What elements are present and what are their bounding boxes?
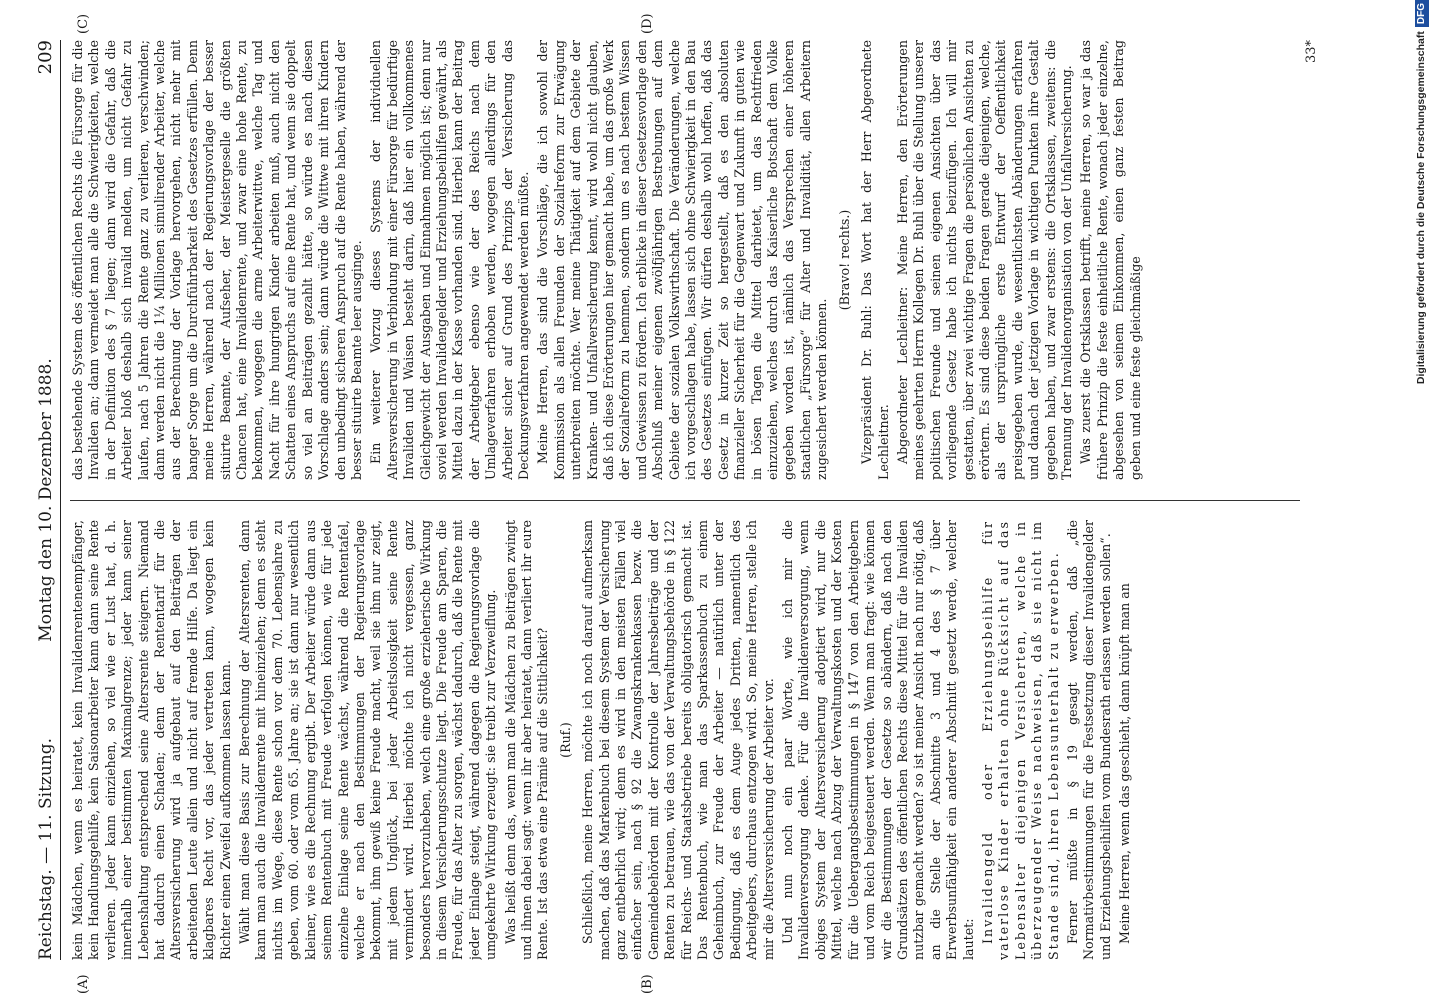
left-paragraph-2: Wählt man diese Basis zur Berechnung der Altersrenten, dann kann man auch die Invalidenrente mit hineinziehen; denn es steht nichts im Wege, diese Rente schon vor dem 70. Lebensjahre zu geben, vom 60. oder vom 65. Jahre an; sie ist dann nur wesentlich kleiner, wie es die Rechnung ergibt. Der Arbeiter würde dann aus seinem Rentenbuch mit Freude verfolgen können, wie für jede einzelne Einlage seine Rente wächst, während die Rententafel, welche er nach den Bestimmungen der Regierungsvorlage bekommt, ihm gewiß keine Freude macht, weil sie ihm nur zeigt, mit jedem Unglück, bei jeder Arbeitslosigkeit seine Rente vermindert wird. Hierbei möchte ich nicht vergessen, ganz besonders hervorzuheben, welch eine große erzieherische Wirkung in diesem Versicherungsschutze liegt. Die Freude am Sparen, die Freude, für das Alter zu sorgen, wächst dadurch, daß die Rente mit jeder Einlage steigt, während dagegen die Regierungsvorlage die umgekehrte Wirkung erzeugt: sie treibt zur Verzweiflung. [237, 520, 499, 960]
right-paragraph-6: Was zuerst die Ortsklassen betrifft, meine Herren, so war ja das frühere Prinzip die feste einheitliche Rente, wonach jeder einzelne, abgesehen von seinem Einkommen, einen ganz festen Beitrag geben und eine feste gleichmäßige [1078, 40, 1143, 480]
header-session: Reichstag. — 11. Sitzung. [36, 737, 56, 960]
footer-signature: 33* [1304, 40, 1319, 64]
digitization-text: Digitalisierung gefördert durch die Deutsche Forschungsgemeinschaft [1415, 31, 1427, 385]
left-paragraph-3: Was heißt denn das, wenn man die Mädchen zu Beiträgen zwingt und ihnen dabei sagt: wenn ihr aber heiratet, dann verliert ihr eure Rente. Ist das etwa eine Prämie auf die Sittlichkeit? [502, 520, 551, 960]
left-paragraph-7: Ferner müßte in § 19 gesagt werden, daß „die Normativbestimmungen für die Festsetzung dieser Invalidengelder und Erziehungsbeihilfen vom Bundesrath erlassen werden sollen“. [1064, 520, 1113, 960]
page-header [20, 40, 61, 960]
left-interjection: (Ruf.) [557, 722, 573, 758]
left-paragraph-8: Meine Herren, wenn das geschieht, dann knüpft man an [1117, 583, 1133, 944]
margin-mark-b: (B) [640, 974, 655, 994]
header-date: Montag den 10. Dezember 1888. [36, 358, 56, 642]
right-interjection: (Bravo! rechts.) [836, 209, 852, 311]
digitization-notice [1410, 0, 1432, 1000]
column-divider [70, 500, 1300, 501]
right-paragraph-2: Ein weiterer Vorzug dieses Systems der individuellen Altersversicherung in Verbindung mit einer Fürsorge für bedürftige Invaliden und Waisen besteht darin, daß hier ein vollkommenes Gleichgewicht der Ausgaben und Einnahmen möglich ist; denn nur soviel werden Invalidengelder und Erziehungsbeihilfen gewährt, als Mittel dazu in der Kasse vorhanden sind. Hierbei kann der Beitrag der Arbeitgeber ebenso wie der des Reichs nach dem Umlageverfahren erhoben werden, wogegen allerdings für den Arbeiter sicher auf Grund des Prinzips der Versicherung das Deckungsverfahren angewendet werden müßte. [368, 40, 531, 480]
left-paragraph-1: kein Mädchen, wenn es heiratet, kein Invalidenrentenempfänger, kein Handlungsgehilfe, kein Saisonarbeiter kann dann seine Rente verlieren. Jeder kann einziehen, so viel wie er Lust hat, d. h. innerhalb einer bestimmten Maximalgrenze; jeder kann seiner Lebenshaltung entsprechend seine Altersrente steigern. Niemand hat dadurch einen Schaden; denn der Rententarif für die Altersversicherung wird ja aufgebaut auf den Beiträgen der arbeitenden Leute allein und nicht auf fremde Hilfe. Da liegt ein klagbares Recht vor, das jeder vertreten kann, wogegen kein Richter einen Zweifel aufkommen lassen kann. [70, 520, 233, 960]
left-paragraph-6: Invalidengeld oder Erziehungsbeihilfe für vaterlose Kinder erhalten ohne Rücksicht auf das Lebensalter diejenigen Versicherten, welche in überzeugender Weise nachweisen, daß sie nicht im Stande sind, ihren Lebensunterhalt zu erwerben. [979, 520, 1061, 960]
margin-mark-c: (C) [76, 13, 91, 34]
digitization-sidebar [1410, 0, 1432, 1000]
margin-mark-d: (D) [640, 13, 655, 34]
right-paragraph-4: Vizepräsident Dr. Buhl: Das Wort hat der Herr Abgeordnete Lechleitner. [859, 40, 891, 480]
margin-mark-a: (A) [76, 974, 91, 994]
right-paragraph-5: Abgeordneter Lechleitner: Meine Herren, den Erörterungen meines geehrten Herrn Kollegen Dr. Buhl über die Stellung unserer politischen Freunde und seinen eigenen Ansichten über das vorliegende Gesetz habe ich nichts beizufügen. Ich will mir gestatten, über zwei wichtige Fragen die persönlichen Ansichten zu erörtern. Es sind diese beiden Fragen gerade diejenigen, welche, als der ursprüngliche erste Entwurf der Oeffentlichkeit preisgegeben wurde, die wesentlichsten Abänderungen erfahren und danach der jetzigen Vorlage in wichtigen Punkten ihre Gestalt gegeben haben, und zwar erstens: die Ortsklassen, zweitens: die Trennung der Invalidenorganisation von der Unfallversicherung. [894, 40, 1074, 480]
right-paragraph-3: Meine Herren, das sind die Vorschläge, die ich sowohl der Kommission als allen Freunden der Sozialreform zur Erwägung unterbreiten möchte. Wer meine Thätigkeit auf dem Gebiete der Kranken- und Unfallversicherung kennt, wird wohl nicht glauben, daß ich diese Erörterungen hier gemacht habe, um das große Werk der Sozialreform zu hemmen, sondern um es nach bestem Wissen und Gewissen zu fördern. Ich erblicke in dieser Gesetzesvorlage den Abschluß meiner eigenen zwölfjährigen Bestrebungen auf dem Gebiete der sozialen Volkswirthschaft. Die Veränderungen, welche ich vorgeschlagen habe, lassen sich ohne Schwierigkeit in den Bau des Gesetzes einfügen. Wir dürfen deshalb wohl hoffen, daß das Gesetz in kurzer Zeit so hergestellt, daß es den absoluten finanzieller Sicherheit für die Gegenwart und Zukunft in guten wie in bösen Tagen die Mittel darbietet, um das Rechtfrieden einzuziehen, welches durch das Kaiserliche Botschaft dem Volke gegeben worden ist, nämlich das Versprechen einer höheren staatlichen „Fürsorge“ für Alter und Invalidität, allen Arbeitern zugesichert werden können. [535, 40, 830, 480]
left-paragraph-4: Schließlich, meine Herren, möchte ich noch darauf aufmerksam machen, daß das Markenbuch bei diesem System der Versicherung ganz entbehrlich wird; denn es wird in den meisten Fällen viel einfacher sein, nach § 92 die Zwangskrankenkassen bezw. die Gemeindebehörden mit der Kontrolle der Jahresbeiträge und der Renten zu betrauen, wie das von der Verwaltungsbehörde in § 122 für Reichs- und Staatsbetriebe bereits obligatorisch gemacht ist. Das Rentenbuch, wie man das Sparkassenbuch zu einem Geheimbuch, zur Freude der Arbeiter — natürlich unter der Bedingung, daß es dem Auge jedes Dritten, namentlich des Arbeitgebers, durchaus entzogen wird. So, meine Herren, stelle ich mir die Altersversicherung der Arbeiter vor. [580, 520, 776, 960]
right-column [70, 40, 1300, 480]
dfg-logo: DFG [1415, 0, 1429, 27]
right-paragraph-1: das bestehende System des öffentlichen Rechts die Fürsorge für die Invaliden an; dann vermeidet man alle die Schwierigkeiten, welche in der Definition des § 7 liegen; dann wird die Gefahr, daß die Arbeiter bloß deshalb sich invalid melden, um nicht Gefahr zu laufen, nach 5 Jahren die Rente ganz zu verlieren, verschwinden; dann werden nicht die 1¼ Millionen simulirender Arbeiter, welche aus der Berechnung der Vorlage hervorgehen, nicht mehr mit banger Sorge um die Durchführbarkeit des Gesetzes erfüllen. Denn meine Herren, während nach der Regierungsvorlage der besser situirte Beamte, der Aufseher, der Meistergeselle die größten Chancen hat, eine Invalidenrente, und zwar eine hohe Rente, zu bekommen, wogegen die arme Arbeiterwittwe, welche Tag und Nacht für ihre hungrigen Kinder arbeiten muß, auch nicht den Schatten eines Anspruchs auf eine Rente hat, und wenn sie doppelt so viel an Beiträgen gezahlt hätte, so würde es nach diesen Vorschlage anders sein; dann würde die Wittwe mit ihren Kindern den unbedingt sicheren Anspruch auf die Rente haben, während der besser situirte Beamte leer ausginge. [70, 40, 364, 480]
left-column [70, 520, 1300, 960]
left-paragraph-5: Und nun noch ein paar Worte, wie ich mir die Invalidenversorgung denke. Für die Invalidenversorgung, wenn obiges System der Altersversicherung adoptiert wird, nur die Mittel, welche nach Abzug der Verwaltungskosten und der Kosten für die Uebergangsbestimmungen in § 147 von den Arbeitgebern und vom Reich beigesteuert werden. Wenn man fragt: wie können wir die Bestimmungen der Gesetze so abändern, daß nach den Grundsätzen des öffentlichen Rechts diese Mittel für die Invaliden nutzbar gemacht werden? so ist meiner Ansicht nach nur nötig, daß an die Stelle der Abschnitte 3 und 4 des § 7 über Erwerbsunfähigkeit ein anderer Abschnitt gesetzt werde, welcher lautet: [780, 520, 976, 960]
page-number: 209 [35, 40, 56, 75]
